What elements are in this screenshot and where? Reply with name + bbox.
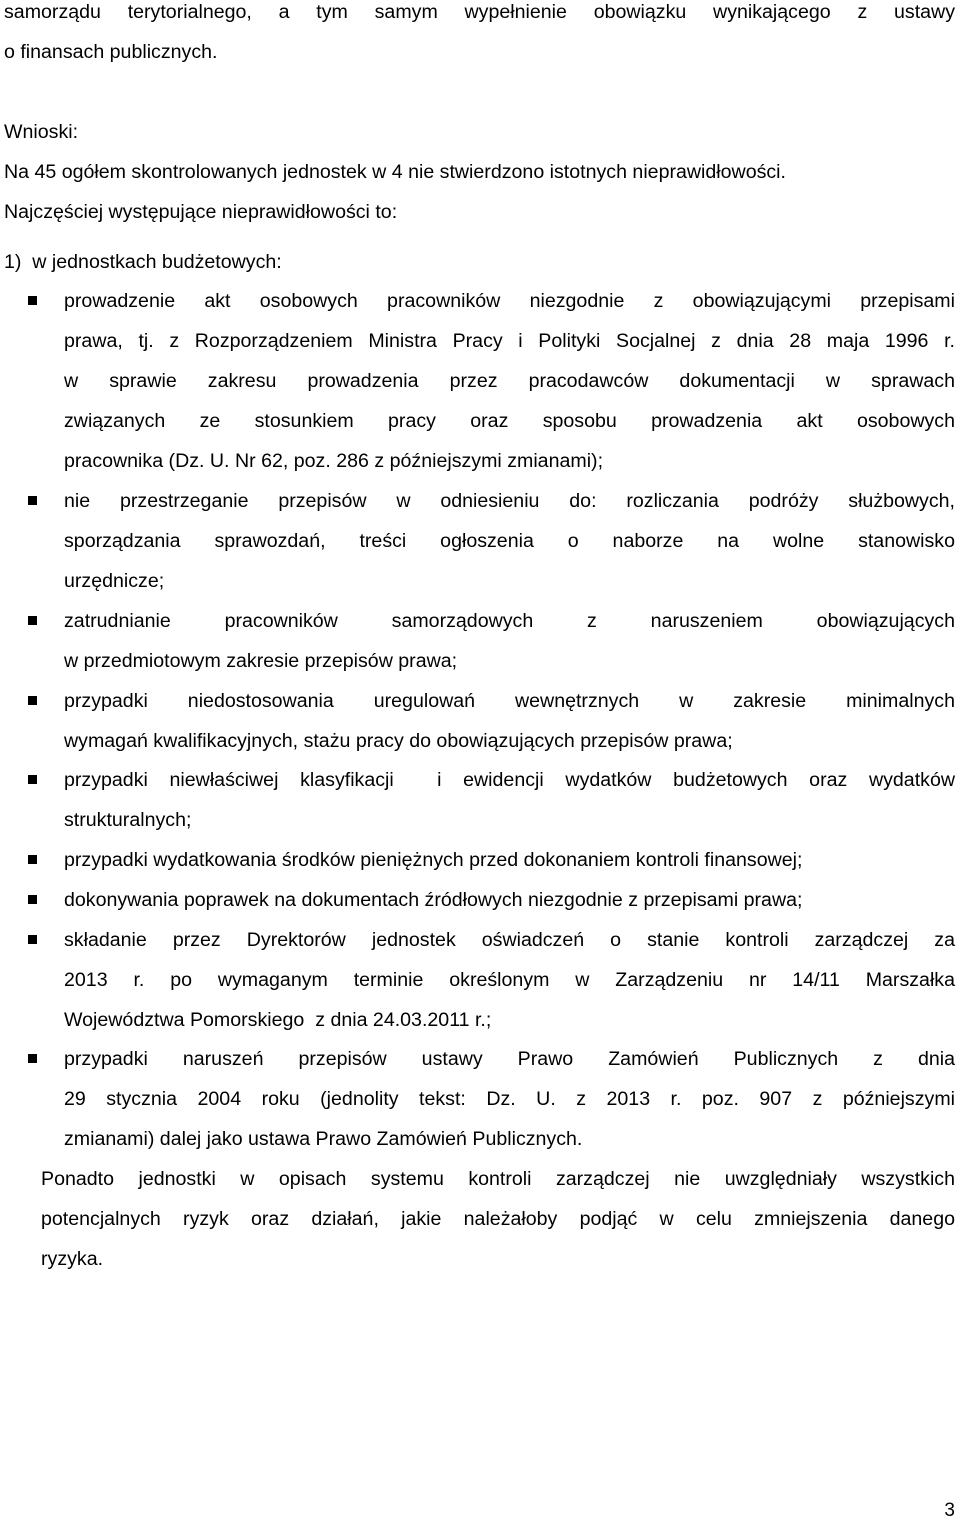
list-item-line: przypadki naruszeń przepisów ustawy Prawo Zamówień Publicznych z dnia [64, 1048, 955, 1070]
list-item-line: w sprawie zakresu prowadzenia przez pracodawców dokumentacji w sprawach [64, 370, 955, 392]
list-item-line: nie przestrzeganie przepisów w odniesieniu do: rozliczania podróży służbowych, [64, 490, 955, 512]
budget-units-subheading-text: 1) w jednostkach budżetowych: [4, 251, 282, 273]
list-item-line: dokonywania poprawek na dokumentach źródłowych niezgodnie z przepisami prawa; [64, 889, 803, 911]
list-item [64, 880, 955, 920]
closing-line-1: Ponadto jednostki w opisach systemu kontroli zarządczej nie uwzględniały wszystkich [41, 1168, 955, 1190]
list-item-line: urzędnicze; [64, 570, 165, 592]
closing-paragraph [41, 1159, 955, 1279]
list-item-line: zmianami) dalej jako ustawa Prawo Zamówień Publicznych. [64, 1128, 583, 1150]
list-item [64, 601, 955, 681]
list-item-line: zatrudnianie pracowników samorządowych z naruszeniem obowiązujących [64, 610, 955, 632]
list-item-line: sporządzania sprawozdań, treści ogłoszenia o naborze na wolne stanowisko [64, 530, 955, 552]
list-item-line: związanych ze stosunkiem pracy oraz sposobu prowadzenia akt osobowych [64, 410, 955, 432]
list-item-line: prowadzenie akt osobowych pracowników niezgodnie z obowiązującymi przepisami [64, 290, 955, 312]
conclusions-heading-text: Wnioski: [4, 121, 79, 143]
intro-line-1: samorządu terytorialnego, a tym samym wypełnienie obowiązku wynikającego z ustawy [4, 1, 955, 23]
square-bullet-icon [28, 855, 37, 864]
square-bullet-icon [28, 1054, 37, 1063]
budget-units-subheading [4, 242, 955, 282]
square-bullet-icon [28, 696, 37, 705]
list-item-line: przypadki wydatkowania środków pieniężnych przed dokonaniem kontroli finansowej; [64, 849, 803, 871]
list-item-line: Województwa Pomorskiego z dnia 24.03.2011 r.; [64, 1009, 492, 1031]
list-item-line: pracownika (Dz. U. Nr 62, poz. 286 z późniejszymi zmianami); [64, 450, 604, 472]
conclusions-summary-text: Na 45 ogółem skontrolowanych jednostek w 4 nie stwierdzono istotnych nieprawidłowości. [4, 161, 786, 183]
square-bullet-icon [28, 935, 37, 944]
intro-paragraph [4, 0, 955, 72]
list-item-line: 29 stycznia 2004 roku (jednolity tekst: Dz. U. z 2013 r. poz. 907 z późniejszymi [64, 1088, 955, 1110]
closing-line-2: potencjalnych ryzyk oraz działań, jakie należałoby podjąć w celu zmniejszenia danego [41, 1208, 955, 1230]
list-item [64, 281, 955, 481]
square-bullet-icon [28, 775, 37, 784]
list-item [64, 760, 955, 840]
list-item-line: w przedmiotowym zakresie przepisów prawa; [64, 650, 458, 672]
list-item-line: przypadki niewłaściwej klasyfikacji i ewidencji wydatków budżetowych oraz wydatków [64, 769, 955, 791]
square-bullet-icon [28, 895, 37, 904]
list-item-line: strukturalnych; [64, 809, 192, 831]
conclusions-summary [4, 152, 955, 192]
list-item-line: wymagań kwalifikacyjnych, stażu pracy do obowiązujących przepisów prawa; [64, 730, 733, 752]
conclusions-heading [4, 112, 955, 152]
conclusions-frequent-text: Najczęściej występujące nieprawidłowości to: [4, 201, 398, 223]
list-item-line: składanie przez Dyrektorów jednostek oświadczeń o stanie kontroli zarządczej za [64, 929, 955, 951]
intro-line-2: o finansach publicznych. [4, 41, 218, 63]
list-item-line: prawa, tj. z Rozporządzeniem Ministra Pracy i Polityki Socjalnej z dnia 28 maja 1996 r. [64, 330, 955, 352]
list-item [64, 481, 955, 601]
page-number: 3 [944, 1500, 955, 1521]
square-bullet-icon [28, 296, 37, 305]
closing-line-3: ryzyka. [41, 1248, 104, 1270]
list-item [64, 681, 955, 761]
conclusions-frequent [4, 192, 955, 232]
list-item [64, 920, 955, 1040]
list-item [64, 840, 955, 880]
list-item-line: 2013 r. po wymaganym terminie określonym w Zarządzeniu nr 14/11 Marszałka [64, 969, 955, 991]
list-item-line: przypadki niedostosowania uregulowań wewnętrznych w zakresie minimalnych [64, 690, 955, 712]
square-bullet-icon [28, 616, 37, 625]
square-bullet-icon [28, 496, 37, 505]
list-item [64, 1039, 955, 1159]
